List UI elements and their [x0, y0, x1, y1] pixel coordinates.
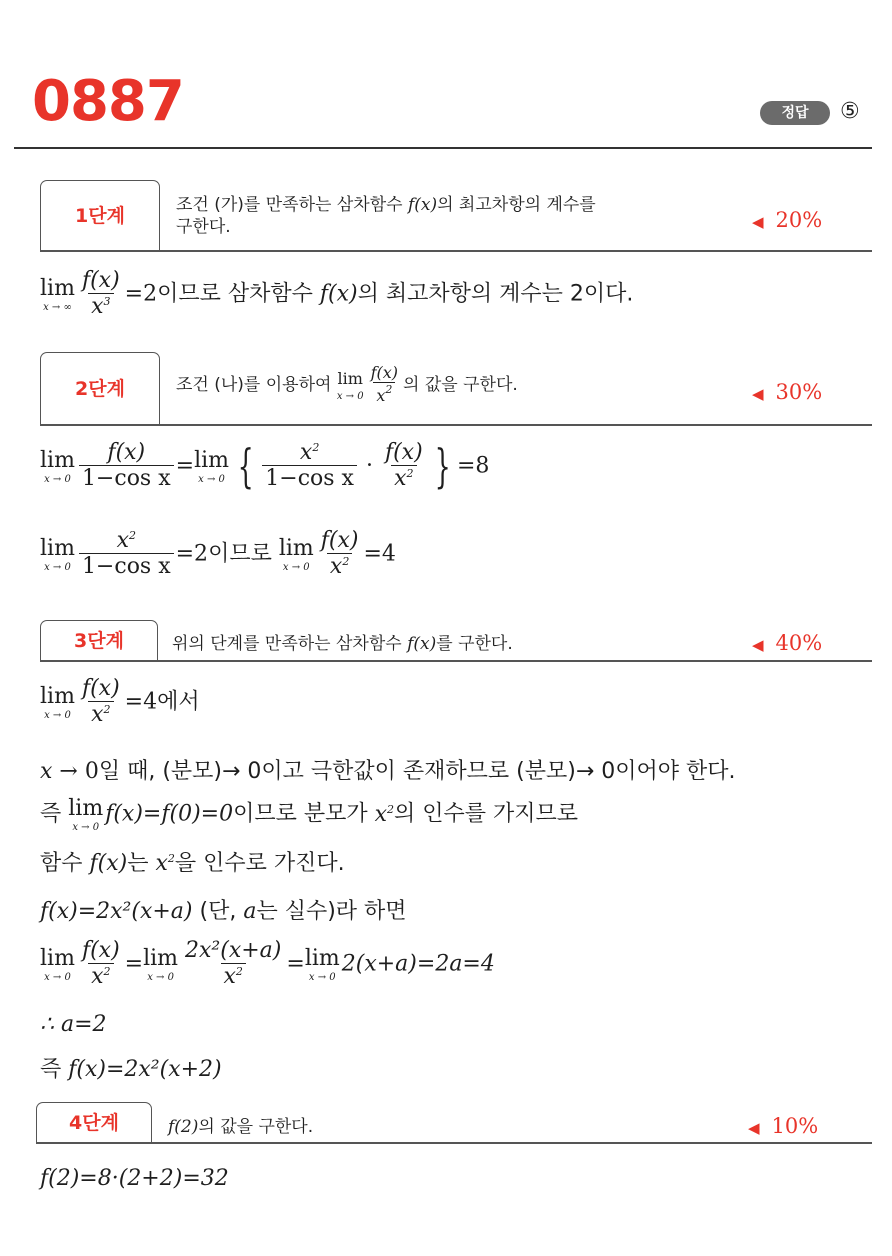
lim-text: lim	[278, 535, 314, 561]
fraction	[79, 938, 123, 991]
limit-operator	[305, 946, 340, 983]
right-brace: }	[434, 439, 451, 494]
step-2-desc	[176, 364, 518, 406]
line-text: 일 때, (분모)→ 0이고 극한값이 존재하므로 (분모)→ 0이어야 한다.	[98, 759, 736, 784]
fraction	[79, 528, 174, 581]
denominator: $x^2$	[327, 553, 352, 580]
line-text-a: 즉	[40, 801, 69, 827]
step-4-rule	[36, 1142, 872, 1144]
equals-value: =4	[363, 541, 396, 567]
step-3-label: 3단계	[74, 630, 124, 652]
step-3-percent-value: 40%	[775, 631, 823, 655]
step-2-percent	[752, 380, 822, 404]
answer-value: ⑤	[840, 99, 860, 124]
denominator: $x^3$	[88, 293, 113, 320]
step-2-percent-value: 30%	[775, 380, 823, 404]
step-1-result	[40, 268, 633, 321]
lim-subscript: x → 0	[282, 561, 310, 573]
denominator: 1−cos x	[79, 553, 174, 580]
step-2-line-2	[40, 528, 396, 581]
variable-a: a	[243, 899, 257, 924]
lim-text: lim	[304, 945, 340, 971]
step-4-result: f(2)=8·(2+2)=32	[40, 1166, 229, 1191]
step-1-desc-fn: f(x)	[407, 195, 438, 215]
numerator: f(x)	[370, 363, 399, 382]
denominator: $x^2$	[88, 701, 113, 728]
triangle-left-icon: ◀	[748, 1119, 760, 1137]
function-f0: f(0)=0	[161, 801, 234, 827]
denominator: $x^2$	[88, 963, 113, 990]
step-4-label: 4단계	[69, 1112, 119, 1134]
lim-text: lim	[194, 447, 229, 473]
step-2-line-1	[40, 440, 489, 493]
limit-operator	[143, 946, 178, 983]
fraction	[368, 364, 401, 406]
lim-subscript: x → 0	[44, 561, 71, 573]
step-4-desc	[168, 1116, 313, 1138]
limit-operator	[279, 536, 314, 573]
triangle-left-icon: ◀	[752, 213, 764, 231]
lim-text: lim	[40, 683, 75, 709]
lim-subscript: x → 0	[72, 822, 100, 833]
fraction	[318, 528, 362, 581]
step-3-line-2	[40, 754, 736, 785]
equals-value: =8	[456, 453, 490, 479]
numerator: $x^2$	[116, 528, 136, 553]
step-1-rule	[40, 250, 872, 252]
denominator: $x^2$	[391, 465, 416, 492]
lim-text: lim	[40, 447, 75, 473]
lim-subscript: x → 0	[308, 971, 336, 983]
step-3-line-4	[40, 846, 345, 877]
function-definition: f(x)=2x²(x+a)	[40, 899, 193, 924]
function-fx: f(x)	[105, 801, 143, 827]
numerator: f(x)	[81, 676, 120, 701]
lim-subscript: x → 0	[44, 473, 71, 485]
header-rule	[14, 147, 872, 149]
step-2-label: 2단계	[75, 378, 125, 400]
lim-subscript: x → 0	[147, 971, 174, 983]
lim-text: lim	[40, 275, 75, 301]
step-1-percent	[752, 208, 822, 232]
function-fx: f(x)	[319, 281, 358, 307]
step-3-desc	[172, 633, 513, 655]
lim-text: lim	[337, 368, 363, 388]
limit-operator	[40, 536, 75, 573]
step-2-desc-b: 의 값을 구한다.	[403, 374, 518, 395]
numerator: f(x)	[384, 440, 423, 465]
lim-subscript: x → 0	[336, 390, 364, 402]
fraction	[182, 938, 284, 991]
step-3-desc-a: 위의 단계를 만족하는 삼차함수	[172, 634, 408, 654]
line-text-b: 는	[127, 851, 156, 876]
function-fx: f(x)	[89, 851, 128, 876]
result-text-a: 이므로 삼차함수	[157, 281, 320, 307]
step-3-desc-fn: f(x)	[407, 634, 437, 654]
answer-badge: 정답	[760, 101, 830, 125]
lim-subscript: x → 0	[198, 473, 225, 485]
equals-value: =2	[175, 541, 209, 567]
limit-operator	[40, 448, 75, 485]
line-text-b: (단,	[199, 899, 244, 924]
step-4-desc-b: 의 값을 구한다.	[198, 1117, 314, 1137]
lim-text: lim	[40, 945, 75, 971]
numerator: f(x)	[320, 528, 359, 553]
step-4-percent	[748, 1114, 818, 1138]
step-3-rule	[40, 660, 872, 662]
numerator: f(x)	[107, 440, 146, 465]
function-result: f(x)=2x²(x+2)	[68, 1057, 222, 1082]
lim-subscript: x → 0	[44, 709, 71, 721]
step-4-percent-value: 10%	[771, 1114, 819, 1138]
triangle-left-icon: ◀	[752, 385, 764, 403]
step-1-desc	[176, 194, 736, 238]
fraction	[79, 440, 174, 493]
step-1-box	[40, 180, 160, 251]
step-3-line-1	[40, 676, 200, 729]
result-text-b: 의 최고차항의 계수는 2이다.	[357, 281, 634, 307]
limit-result: 2(x+a)=2a=4	[341, 951, 495, 977]
step-3-line-8	[40, 1052, 222, 1083]
fraction	[262, 440, 357, 493]
numerator: f(x)	[81, 268, 120, 293]
numerator: 2x²(x+a)	[185, 938, 282, 963]
step-1-desc-c: 구한다.	[176, 217, 231, 237]
line-text-b: 이므로 분모가	[233, 801, 375, 827]
equals-sign: =	[175, 453, 195, 479]
fraction	[79, 268, 123, 321]
equals-value: =4	[124, 689, 158, 715]
limit-operator	[337, 368, 364, 402]
step-1-desc-b: 의 최고차항의 계수를	[437, 195, 596, 215]
denominator: 1−cos x	[262, 465, 357, 492]
numerator: f(x)	[81, 938, 120, 963]
step-3-line-3	[40, 796, 578, 833]
numerator: $x^2$	[299, 440, 320, 465]
step-1-percent-value: 20%	[775, 208, 823, 232]
step-3-line-5	[40, 894, 407, 925]
step-1-label: 1단계	[75, 205, 125, 227]
line-text-c: 는 실수)라 하면	[256, 899, 407, 924]
lim-subscript: x → 0	[44, 971, 71, 983]
step-3-line-7: ∴ a=2	[40, 1012, 107, 1037]
step-2-box	[40, 352, 160, 425]
triangle-left-icon: ◀	[752, 636, 764, 654]
denominator: 1−cos x	[79, 465, 174, 492]
denominator: $x^2$	[373, 382, 395, 405]
step-1-desc-a: 조건 (가)를 만족하는 삼차함수	[176, 195, 408, 215]
x-squared: $x^2$	[374, 801, 395, 827]
lim-subscript: x → ∞	[43, 301, 72, 313]
step-3-desc-b: 를 구한다.	[436, 634, 513, 654]
equals-value: =2	[124, 281, 158, 307]
fraction	[382, 440, 426, 493]
equals-sign: =	[142, 801, 162, 827]
result-text: 이므로	[208, 541, 272, 567]
step-3-line-6	[40, 938, 495, 991]
x-tends-to-zero: x → 0	[40, 759, 99, 784]
limit-operator	[68, 796, 103, 833]
lim-text: lim	[68, 796, 104, 821]
lim-text: lim	[40, 535, 75, 561]
line-text: 에서	[157, 689, 200, 715]
problem-number: 0887	[32, 69, 184, 134]
limit-operator	[40, 946, 75, 983]
dot-operator: ·	[358, 453, 380, 479]
line-text-c: 의 인수를 가지므로	[394, 801, 579, 827]
line-text-c: 을 인수로 가진다.	[174, 851, 345, 876]
step-3-box	[40, 620, 158, 661]
step-2-rule	[40, 424, 872, 426]
left-brace: {	[237, 439, 254, 494]
lim-text: lim	[143, 945, 179, 971]
fraction	[79, 676, 123, 729]
step-3-percent	[752, 631, 822, 655]
limit-operator	[40, 684, 75, 721]
step-2-desc-a: 조건 (나)를 이용하여	[176, 374, 337, 395]
denominator: $x^2$	[221, 963, 246, 990]
equals-sign: =	[286, 951, 305, 977]
step-4-desc-fn: f(2)	[168, 1117, 199, 1137]
step-4-box	[36, 1102, 152, 1143]
x-squared: $x^2$	[155, 851, 175, 876]
limit-operator	[40, 276, 75, 313]
line-text-a: 함수	[40, 851, 90, 876]
limit-operator	[194, 448, 229, 485]
equals-sign: =	[124, 951, 144, 977]
line-text-a: 즉	[40, 1057, 69, 1082]
